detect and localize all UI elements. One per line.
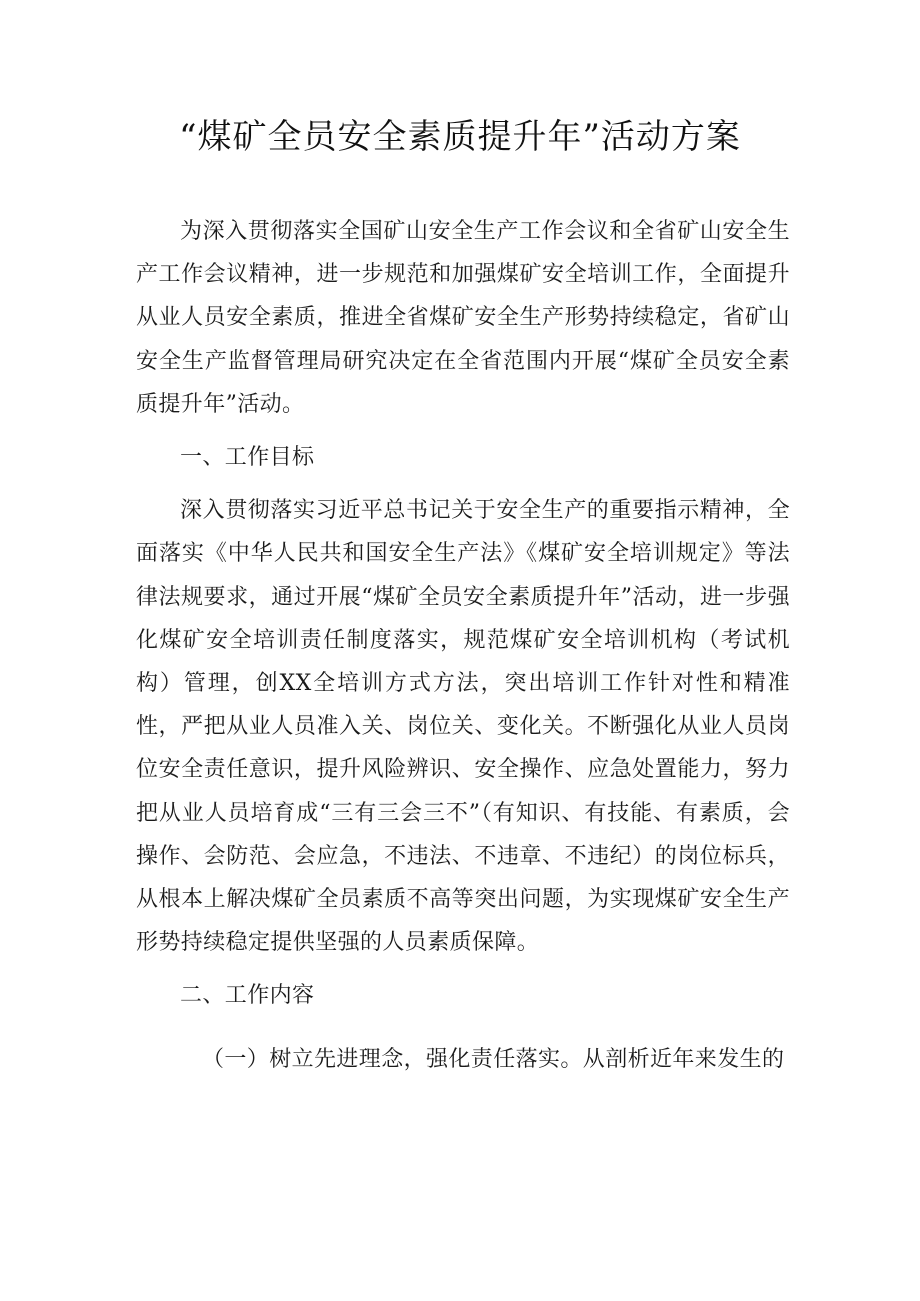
goals-paragraph: 深入贯彻落实习近平总书记关于安全生产的重要指示精神，全面落实《中华人民共和国安全生产法》《煤矿安全培训规定》等法律法规要求，通过开展“煤矿全员安全素质提升年”活动，进一步强化煤矿安全培训责任制度落实，规范煤矿安全培训机构（考试机构）管理，创XX全培训方式方法，突出培训工作针对性和精准性，严把从业人员准入关、岗位关、变化关。不断强化从业人员岗位安全责任意识，提升风险辨识、安全操作、应急处置能力，努力把从业人员培育成“三有三会三不”（有知识、有技能、有素质，会操作、会防范、会应急，不违法、不违章、不违纪）的岗位标兵，从根本上解决煤矿全员素质不高等突出问题，为实现煤矿安全生产形势持续稳定提供坚强的人员素质保障。 bbox=[136, 498, 790, 956]
content-item-1: （一）树立先进理念，强化责任落实。从剖析近年来发生的 bbox=[202, 1046, 785, 1072]
document-title: “煤矿全员安全素质提升年”活动方案 bbox=[179, 117, 741, 157]
section-heading-content: 二、工作内容 bbox=[180, 983, 315, 1009]
intro-paragraph: 为深入贯彻落实全国矿山安全生产工作会议和全省矿山安全生产工作会议精神，进一步规范和加强煤矿安全培训工作，全面提升从业人员安全素质，推进全省煤矿安全生产形势持续稳定，省矿山安全生产监督管理局研究决定在全省范围内开展“煤矿全员安全素质提升年”活动。 bbox=[136, 219, 790, 417]
section-heading-goals: 一、工作目标 bbox=[180, 445, 315, 471]
document-body bbox=[136, 210, 790, 1081]
